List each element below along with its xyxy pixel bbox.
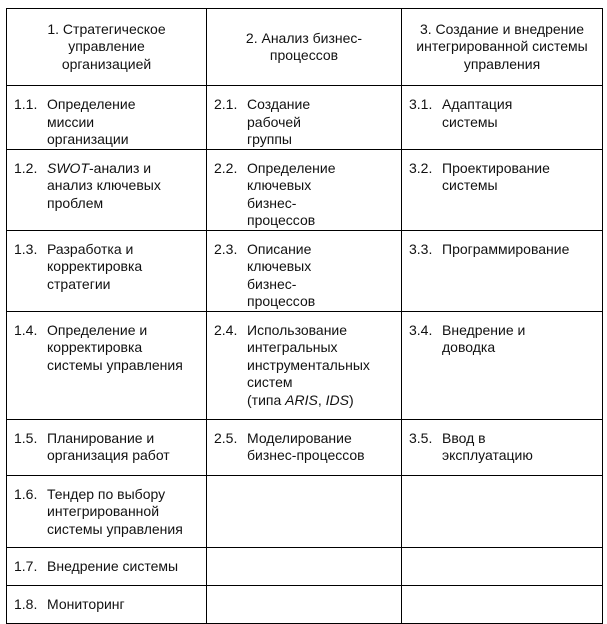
header-row xyxy=(7,9,603,86)
item-number: 1.7. xyxy=(14,557,38,574)
empty-cell xyxy=(207,547,402,585)
item-number: 2.3. xyxy=(214,240,238,257)
item-text-separator: , xyxy=(317,391,326,408)
process-table xyxy=(6,8,603,624)
item-text: Моделирование бизнес-процессов xyxy=(247,429,365,463)
table-cell xyxy=(402,419,603,475)
item-1-8 xyxy=(7,586,206,614)
item-text xyxy=(247,322,393,410)
swot-term: SWOT xyxy=(47,159,89,176)
item-text: Определение миссии организации xyxy=(47,96,136,147)
item-text: Разработка и корректировка стратегии xyxy=(47,240,143,292)
aris-term: ARIS xyxy=(285,391,318,408)
header-process-analysis: 2. Анализ бизнес-процессов xyxy=(245,29,363,63)
item-2-5 xyxy=(207,420,401,465)
item-text: Ввод в эксплуатацию xyxy=(442,429,533,463)
item-text: Проектирование системы xyxy=(442,159,550,193)
item-1-6 xyxy=(7,476,206,539)
table-row xyxy=(7,311,603,419)
item-number: 1.1. xyxy=(14,96,38,112)
item-text: Тендер по выбору интегрированной системы управления xyxy=(47,485,183,537)
item-3-5 xyxy=(402,420,602,465)
item-text-paren: (типа xyxy=(247,391,286,408)
table-row xyxy=(7,475,603,547)
item-2-1 xyxy=(207,86,401,149)
item-number: 2.2. xyxy=(214,159,238,176)
table-cell xyxy=(402,311,603,419)
table-cell xyxy=(7,475,207,547)
item-3-2 xyxy=(402,150,602,195)
item-text: Определение ключевых бизнес-процессов xyxy=(247,159,336,228)
item-text: Внедрение и доводка xyxy=(442,321,526,355)
table-cell xyxy=(207,86,402,150)
header-cell-2 xyxy=(207,9,402,86)
empty-cell xyxy=(402,547,603,585)
table-row xyxy=(7,86,603,150)
empty-cell xyxy=(207,585,402,623)
ids-term: IDS xyxy=(325,391,349,408)
item-text xyxy=(47,160,194,213)
item-text: Описание ключевых бизнес-процессов xyxy=(247,240,316,309)
header-strategic-management: 1. Стратегическое управление организацией xyxy=(47,20,166,72)
table-cell xyxy=(7,230,207,311)
table-cell xyxy=(207,419,402,475)
table-row xyxy=(7,149,603,230)
item-number: 1.5. xyxy=(14,429,38,446)
item-text: Мониторинг xyxy=(47,595,125,612)
item-1-1 xyxy=(7,86,206,149)
item-number: 1.6. xyxy=(14,485,38,502)
item-text: Создание рабочей группы xyxy=(247,96,311,147)
item-number: 3.4. xyxy=(409,321,433,338)
item-text: Планирование и организация работ xyxy=(47,429,170,463)
item-number: 3.1. xyxy=(409,96,433,112)
item-number: 1.4. xyxy=(14,321,38,338)
item-text: Внедрение системы xyxy=(47,557,179,574)
header-cell-3 xyxy=(402,9,603,86)
item-number: 2.1. xyxy=(214,96,238,112)
table-cell xyxy=(207,149,402,230)
table-cell xyxy=(7,419,207,475)
item-3-4 xyxy=(402,312,602,357)
item-number: 3.3. xyxy=(409,240,433,257)
table-cell xyxy=(402,149,603,230)
table-cell xyxy=(7,311,207,419)
item-1-7 xyxy=(7,548,206,576)
item-1-2 xyxy=(7,150,206,213)
empty-cell xyxy=(402,585,603,623)
item-3-3 xyxy=(402,231,602,259)
empty-cell xyxy=(402,475,603,547)
item-text: Программирование xyxy=(442,240,570,257)
item-2-4 xyxy=(207,312,401,410)
header-cell-1 xyxy=(7,9,207,86)
item-number: 1.8. xyxy=(14,595,38,612)
table-cell xyxy=(7,149,207,230)
item-number: 1.3. xyxy=(14,240,38,257)
table-cell xyxy=(207,230,402,311)
item-number: 1.2. xyxy=(14,159,38,176)
table-cell xyxy=(207,311,402,419)
item-text-rest: -анализ и анализ ключевых проблем xyxy=(47,159,161,211)
table-cell xyxy=(402,86,603,150)
item-1-3 xyxy=(7,231,206,294)
item-3-1 xyxy=(402,86,602,131)
empty-cell xyxy=(207,475,402,547)
table-cell xyxy=(7,585,207,623)
table-cell xyxy=(7,547,207,585)
item-1-5 xyxy=(7,420,206,465)
item-2-3 xyxy=(207,231,401,311)
item-number: 3.2. xyxy=(409,159,433,176)
header-integrated-system: 3. Создание и внедрение интегрированной системы управления xyxy=(416,20,588,72)
table-row xyxy=(7,547,603,585)
table-cell xyxy=(7,86,207,150)
item-text: Адаптация системы xyxy=(442,96,513,130)
item-text-main: Использование интегральных инструментальных систем xyxy=(247,321,370,390)
table-cell xyxy=(402,230,603,311)
item-number: 2.5. xyxy=(214,429,238,446)
item-text: Определение и корректировка системы управления xyxy=(47,321,183,373)
item-1-4 xyxy=(7,312,206,375)
item-2-2 xyxy=(207,150,401,230)
item-number: 2.4. xyxy=(214,321,238,338)
table-row xyxy=(7,230,603,311)
table-row xyxy=(7,419,603,475)
item-text-paren-close: ) xyxy=(348,391,354,408)
table-row xyxy=(7,585,603,623)
item-number: 3.5. xyxy=(409,429,433,446)
